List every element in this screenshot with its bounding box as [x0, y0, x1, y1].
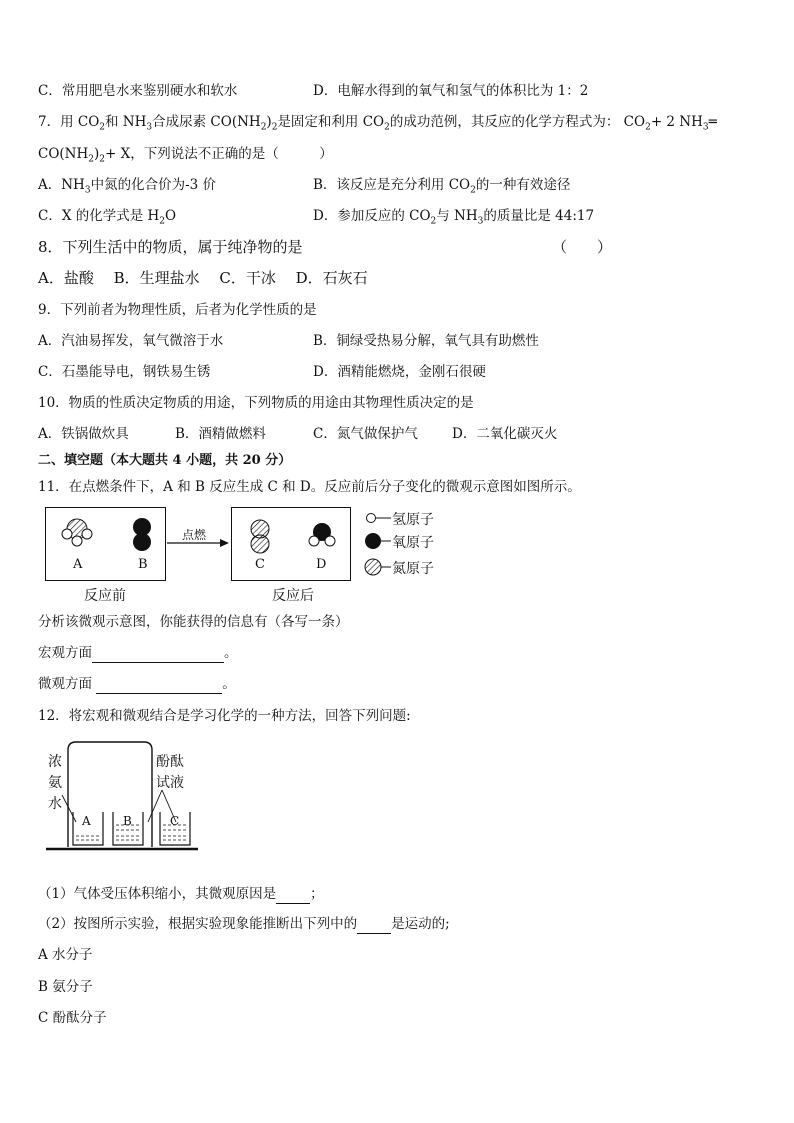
- q9-stem: 9．下列前者为物理性质，后者为化学性质的是: [38, 302, 317, 318]
- q7-option-c: C．X 的化学式是 $H_2O$: [38, 208, 177, 227]
- large-beaker-icon: [68, 742, 152, 847]
- q11-micro-line: 微观方面 。: [38, 676, 236, 692]
- beaker-c-label: C: [170, 814, 180, 828]
- beaker-a-label: A: [82, 814, 91, 828]
- q11-stem: 11．在点燃条件下，A 和 B 反应生成 C 和 D。反应前后分子变化的微观示意图如图所示。: [38, 479, 581, 495]
- q7-option-a: A．$NH_3$中氮的化合价为-3 价: [38, 177, 217, 196]
- legend-h-label: 氢原子: [392, 512, 434, 528]
- q7-stem-line1: 7．用 $CO_2$和 $NH_3$合成尿素 $CO(NH_2)_2$是固定和利用 $CO_2$的成功范例，其反应的化学方程式为： $CO_2+ 2$ $NH_3═$: [38, 114, 717, 133]
- q11-macro-line: 宏观方面 。: [38, 645, 238, 661]
- q10-option-d: D．二氧化碳灭火: [452, 426, 558, 442]
- arrow-condition-label: 点燃: [182, 528, 207, 542]
- q9-option-c: C．石墨能导电，钢铁易生锈: [38, 364, 211, 380]
- after-caption: 反应后: [272, 588, 314, 604]
- before-caption: 反应前: [84, 588, 126, 604]
- q8-stem: 8．下列生活中的物质，属于纯净物的是: [38, 238, 303, 256]
- legend-n-label: 氮原子: [392, 561, 434, 577]
- sub1-answer-blank[interactable]: [276, 888, 310, 904]
- q10-stem: 10．物质的性质决定物质的用途，下列物质的用途由其物理性质决定的是: [38, 395, 474, 411]
- q8-answer-paren: （ ）: [552, 238, 613, 256]
- q11-prompt: 分析该微观示意图，你能获得的信息有（各写一条）: [38, 614, 349, 630]
- q7-option-d: D．参加反应的 $CO_2$与 $NH_3$的质量比是 44:17: [313, 208, 595, 227]
- q10-option-c: C．氮气做保护气: [313, 426, 418, 442]
- q12-sub2: （2）按图所示实验，根据实验现象能推断出下列中的 是运动的;: [38, 916, 450, 932]
- legend-o-label: 氧原子: [392, 535, 434, 551]
- beaker-b-label: B: [123, 814, 132, 828]
- label-b: B: [138, 557, 148, 572]
- q12-option-b: B 氨分子: [38, 979, 93, 995]
- q12-stem: 12．将宏观和微观结合是学习化学的一种方法，回答下列问题:: [38, 708, 411, 724]
- q6-option-d: D．电解水得到的氧气和氢气的体积比为 1：2: [313, 83, 589, 99]
- ammonia-label: 浓 氨 水: [48, 754, 62, 812]
- label-c: C: [255, 557, 265, 572]
- label-d: D: [316, 557, 327, 572]
- q7-stem-line2: $CO(NH_2)_2+ X$，下列说法不正确的是（ ）: [38, 146, 333, 165]
- q10-option-a: A．铁锅做炊具: [38, 426, 129, 442]
- q12-sub1: （1）气体受压体积缩小，其微观原因是 ；: [38, 886, 324, 902]
- q8-options: A．盐酸 B．生理盐水 C．干冰 D．石灰石: [38, 269, 368, 287]
- q12-option-a: A 水分子: [38, 947, 93, 963]
- q9-option-a: A．汽油易挥发，氧气微溶于水: [38, 333, 224, 349]
- section-title: 二、填空题（本大题共 4 小题，共 20 分）: [38, 453, 292, 468]
- q6-option-c: C．常用肥皂水来鉴别硬水和软水: [38, 83, 238, 99]
- q9-option-d: D．酒精能燃烧，金刚石很硬: [313, 364, 486, 380]
- q9-option-b: B．铜绿受热易分解，氧气具有助燃性: [313, 333, 539, 349]
- q7-option-b: B．该反应是充分利用 $CO_2$的一种有效途径: [313, 177, 571, 196]
- label-a: A: [73, 557, 83, 572]
- phenolphthalein-label: 酚酞 试液: [156, 754, 184, 791]
- sub2-answer-blank[interactable]: [357, 918, 391, 934]
- q12-option-c: C 酚酞分子: [38, 1010, 107, 1026]
- q10-option-b: B．酒精做燃料: [175, 426, 266, 442]
